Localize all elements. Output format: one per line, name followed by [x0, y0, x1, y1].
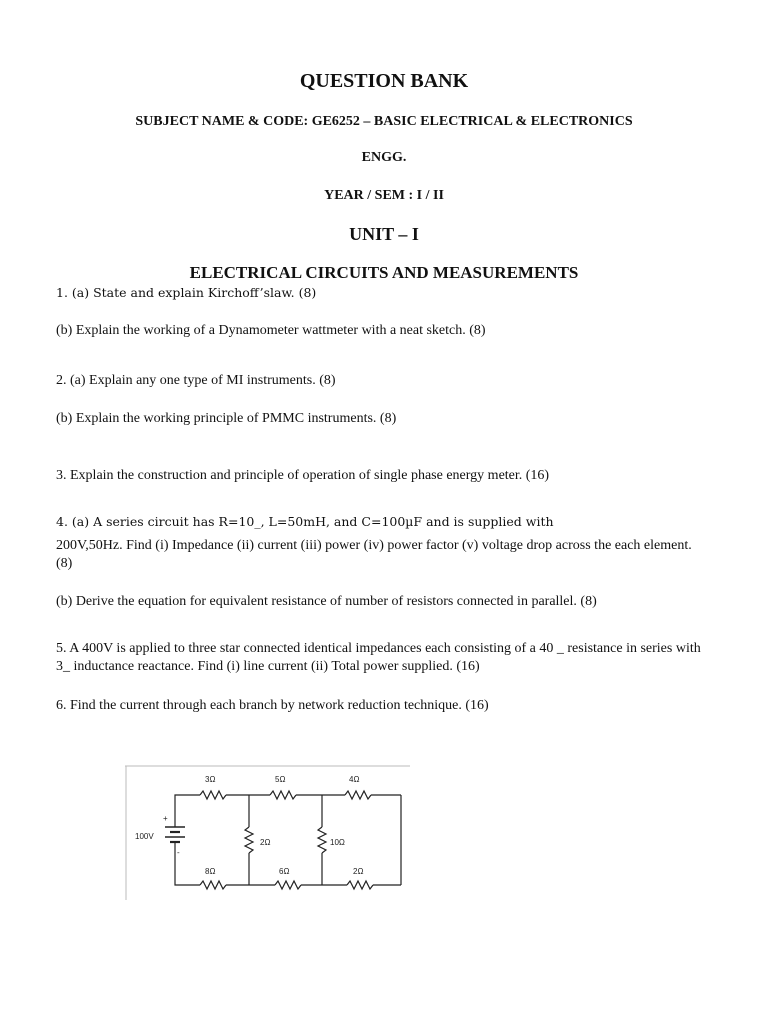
question-4b: (b) Derive the equation for equivalent resistance of number of resistors connected in parallel. (8) — [56, 594, 597, 609]
top-resistor-3-label: 4Ω — [349, 775, 360, 784]
unit-heading: UNIT – I — [349, 224, 419, 244]
question-4a-line2: 200V,50Hz. Find (i) Impedance (ii) current (iii) power (iv) power factor (v) voltage drop across the each element. (8) — [56, 538, 692, 571]
subject-line-continued: ENGG. — [361, 150, 407, 165]
year-semester: YEAR / SEM : I / II — [324, 188, 444, 203]
circuit-diagram — [125, 765, 410, 900]
question-1a: 1. (a) State and explain Kirchoff’slaw. (8) — [56, 285, 317, 300]
subject-line: SUBJECT NAME & CODE: GE6252 – BASIC ELECTRICAL & ELECTRONICS — [135, 114, 633, 129]
page-title: QUESTION BANK — [299, 70, 469, 92]
bottom-resistor-3-label: 2Ω — [353, 867, 364, 876]
unit-title: ELECTRICAL CIRCUITS AND MEASUREMENTS — [189, 263, 579, 282]
battery-source — [165, 797, 185, 855]
question-3: 3. Explain the construction and principle of operation of single phase energy meter. (16) — [56, 468, 550, 483]
question-2b: (b) Explain the working principle of PMMC instruments. (8) — [56, 411, 397, 426]
shunt-resistor-2-label: 10Ω — [330, 838, 345, 847]
top-resistor-1-label: 3Ω — [205, 775, 216, 784]
question-5: 5. A 400V is applied to three star connected identical impedances each consisting of a 40 _ resistance in series with 3_ inductance reactance. Find (i) line current (ii) Total power supplied. (16) — [56, 641, 701, 674]
question-1b: (b) Explain the working of a Dynamometer wattmeter with a neat sketch. (8) — [56, 323, 486, 338]
bottom-resistor-2-label: 6Ω — [279, 867, 290, 876]
bottom-resistor-1-label: 8Ω — [205, 867, 216, 876]
shunt-resistor-1-label: 2Ω — [260, 838, 271, 847]
question-6: 6. Find the current through each branch by network reduction technique. (16) — [56, 698, 489, 713]
top-resistor-2-label: 5Ω — [275, 775, 286, 784]
source-voltage-label: 100V — [135, 832, 154, 841]
source-minus-label: - — [177, 848, 180, 857]
question-2a: 2. (a) Explain any one type of MI instruments. (8) — [56, 373, 336, 388]
source-plus-label: + — [163, 814, 168, 823]
question-4a-line1: 4. (a) A series circuit has R=10_, L=50mH, and C=100µF and is supplied with — [56, 514, 554, 529]
